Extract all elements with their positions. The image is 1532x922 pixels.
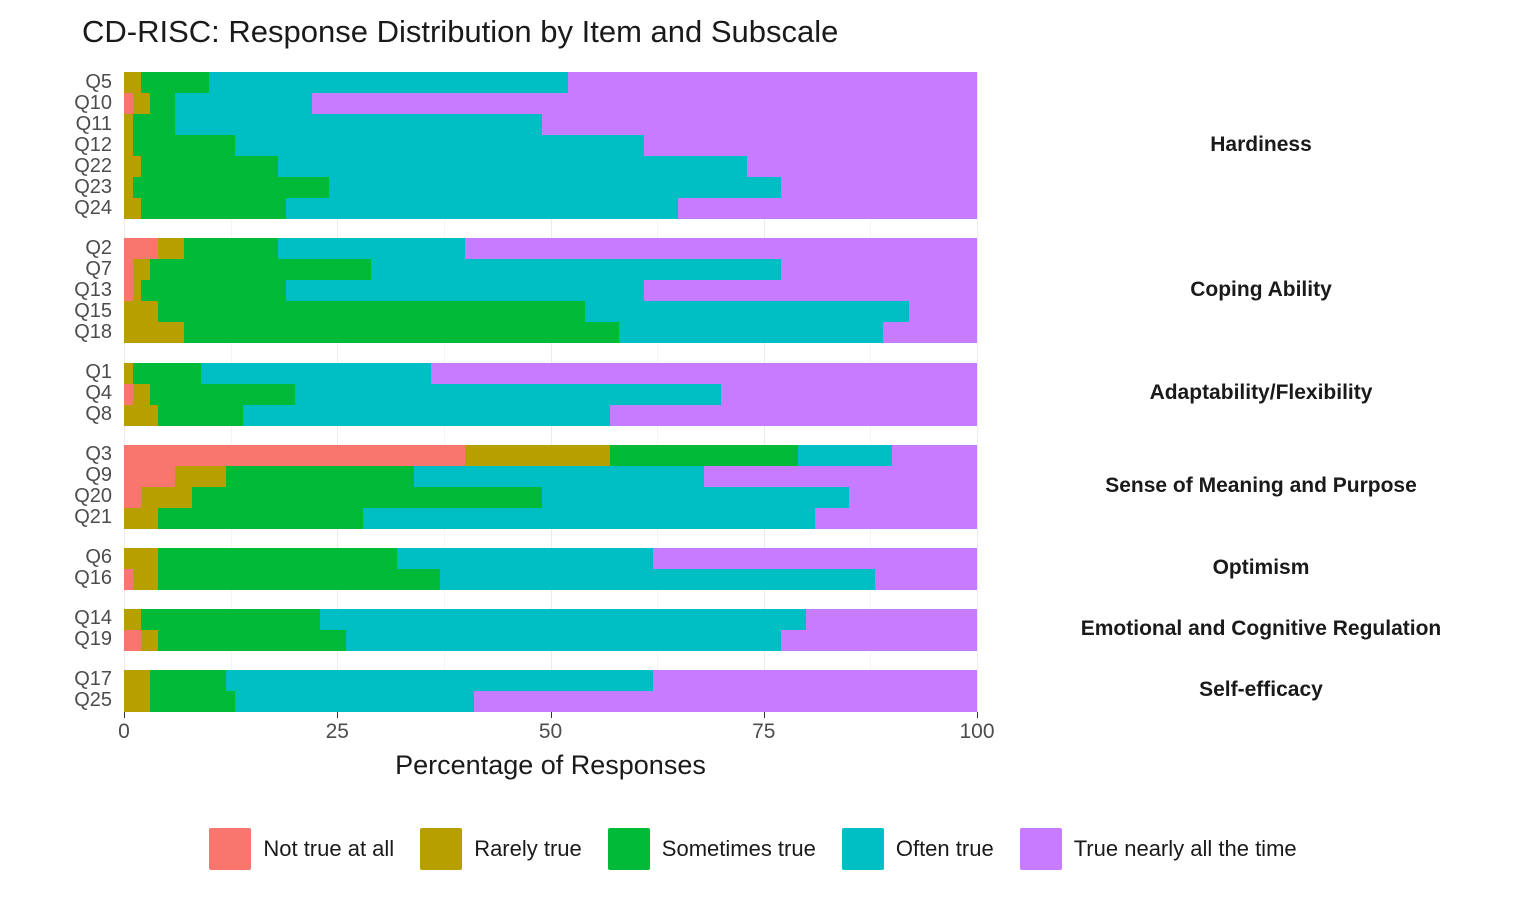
bar-segment <box>124 93 133 114</box>
y-tick-label: Q1 <box>85 361 112 383</box>
table-row <box>124 466 977 487</box>
legend-swatch <box>1020 828 1062 870</box>
bar-segment <box>363 508 815 529</box>
bar-rows <box>124 72 977 712</box>
table-row <box>124 322 977 343</box>
x-axis-title: Percentage of Responses <box>395 750 706 780</box>
bar-segment <box>346 630 781 651</box>
y-tick-label: Q9 <box>85 464 112 487</box>
table-row <box>124 238 977 259</box>
bar-segment <box>312 93 977 114</box>
legend-item[interactable] <box>842 828 994 870</box>
table-row <box>124 156 977 177</box>
bar-segment <box>158 301 585 322</box>
bar-segment <box>141 156 277 177</box>
y-tick-label: Q10 <box>74 91 112 114</box>
x-tick <box>764 712 765 718</box>
bar-segment <box>158 630 346 651</box>
facet-labels <box>990 72 1532 712</box>
bar-segment <box>124 384 133 405</box>
bar-segment <box>235 135 644 156</box>
bar-segment <box>150 259 372 280</box>
y-tick-label: Q22 <box>74 154 112 177</box>
bar-segment <box>892 445 977 466</box>
bar-segment <box>235 691 474 712</box>
y-tick-label: Q17 <box>74 668 112 691</box>
facet-label: Adaptability/Flexibility <box>1149 381 1373 405</box>
bar-segment <box>585 301 909 322</box>
bar-segment <box>849 487 977 508</box>
bar-segment <box>124 238 158 259</box>
table-row <box>124 259 977 280</box>
table-row <box>124 630 977 651</box>
y-tick-label: Q20 <box>74 485 112 508</box>
bar-segment <box>124 691 150 712</box>
bar-segment <box>124 322 184 343</box>
bar-segment <box>124 548 158 569</box>
bar-segment <box>278 156 747 177</box>
facet-label: Sense of Meaning and Purpose <box>1105 473 1417 497</box>
bar-segment <box>133 384 150 405</box>
bar-segment <box>141 72 209 93</box>
bar-segment <box>124 508 158 529</box>
y-tick-label: Q4 <box>85 382 112 405</box>
bar-segment <box>124 135 133 156</box>
bar-segment <box>184 322 619 343</box>
bar-segment <box>150 93 176 114</box>
bar-segment <box>158 548 397 569</box>
bar-segment <box>542 487 849 508</box>
bar-segment <box>133 135 235 156</box>
x-tick-label: 50 <box>538 720 563 743</box>
bar-segment <box>781 177 977 198</box>
table-row <box>124 177 977 198</box>
bar-segment <box>192 487 542 508</box>
bar-segment <box>141 609 320 630</box>
bar-segment <box>133 114 176 135</box>
bar-segment <box>175 466 226 487</box>
x-tick-label: 75 <box>752 720 776 743</box>
legend-label: Often true <box>895 836 994 861</box>
bar-segment <box>610 405 977 426</box>
bar-segment <box>158 508 363 529</box>
bar-segment <box>141 630 158 651</box>
bar-segment <box>465 238 977 259</box>
bar-segment <box>653 670 977 691</box>
bar-segment <box>474 691 977 712</box>
bar-segment <box>798 445 892 466</box>
legend-swatch <box>420 828 462 870</box>
bar-segment <box>397 548 653 569</box>
table-row <box>124 405 977 426</box>
bar-segment <box>440 569 875 590</box>
facet-label: Hardiness <box>1210 132 1312 156</box>
bar-segment <box>226 670 653 691</box>
legend-swatch <box>608 828 650 870</box>
y-tick-label: Q16 <box>74 567 112 590</box>
table-row <box>124 508 977 529</box>
table-row <box>124 670 977 691</box>
bar-segment <box>141 487 192 508</box>
bar-segment <box>124 259 133 280</box>
y-tick-label: Q8 <box>85 403 112 426</box>
bar-segment <box>883 322 977 343</box>
y-tick-label: Q18 <box>74 320 112 343</box>
bar-segment <box>653 548 977 569</box>
legend-item[interactable] <box>1020 828 1297 870</box>
bar-segment <box>278 238 466 259</box>
bar-segment <box>909 301 977 322</box>
x-tick <box>124 712 125 718</box>
table-row <box>124 280 977 301</box>
facet-label: Self-efficacy <box>1199 677 1323 701</box>
legend <box>0 828 1532 870</box>
bar-segment <box>175 93 311 114</box>
y-tick-label: Q19 <box>74 628 112 651</box>
x-tick <box>551 712 552 718</box>
bar-segment <box>124 114 133 135</box>
bar-segment <box>721 384 977 405</box>
bar-segment <box>124 609 141 630</box>
bar-segment <box>124 198 141 219</box>
bar-segment <box>150 670 227 691</box>
legend-label: Not true at all <box>263 836 395 861</box>
x-tick-label: 100 <box>959 720 995 743</box>
legend-label: Rarely true <box>474 836 582 861</box>
bar-segment <box>124 177 133 198</box>
bar-segment <box>158 569 439 590</box>
y-tick-label: Q14 <box>74 607 112 630</box>
facet-label: Coping Ability <box>1190 277 1332 301</box>
bar-segment <box>133 363 201 384</box>
table-row <box>124 363 977 384</box>
bar-segment <box>175 114 542 135</box>
table-row <box>124 301 977 322</box>
x-tick-label: 0 <box>118 720 130 743</box>
bar-segment <box>644 280 977 301</box>
bar-segment <box>286 280 644 301</box>
table-row <box>124 114 977 135</box>
legend-item[interactable] <box>608 828 816 870</box>
bar-segment <box>875 569 977 590</box>
bar-segment <box>124 301 158 322</box>
y-tick-label: Q11 <box>75 112 112 135</box>
bar-segment <box>414 466 704 487</box>
y-tick-label: Q15 <box>74 299 112 322</box>
table-row <box>124 609 977 630</box>
legend-label: True nearly all the time <box>1073 836 1297 861</box>
legend-swatch <box>209 828 251 870</box>
y-tick-label: Q5 <box>85 70 112 93</box>
table-row <box>124 72 977 93</box>
bar-segment <box>124 280 133 301</box>
table-row <box>124 384 977 405</box>
y-tick-label: Q24 <box>74 196 112 219</box>
table-row <box>124 487 977 508</box>
bar-segment <box>124 466 175 487</box>
bar-segment <box>133 93 150 114</box>
bar-segment <box>133 177 329 198</box>
bar-segment <box>781 630 977 651</box>
y-tick-label: Q7 <box>85 257 112 280</box>
bar-segment <box>150 691 235 712</box>
bar-segment <box>286 198 678 219</box>
x-tick <box>337 712 338 718</box>
bar-segment <box>124 569 133 590</box>
bar-segment <box>124 670 150 691</box>
table-row <box>124 548 977 569</box>
plot-area <box>124 72 977 712</box>
bar-segment <box>124 405 158 426</box>
facet-label: Optimism <box>1212 555 1310 579</box>
bar-segment <box>133 280 142 301</box>
bar-segment <box>124 487 141 508</box>
legend-label: Sometimes true <box>661 836 816 861</box>
bar-segment <box>201 363 431 384</box>
bar-segment <box>678 198 977 219</box>
bar-segment <box>209 72 567 93</box>
bar-segment <box>158 405 243 426</box>
bar-segment <box>124 72 141 93</box>
bar-segment <box>806 609 977 630</box>
table-row <box>124 445 977 466</box>
bar-segment <box>568 72 977 93</box>
y-tick-label: Q13 <box>74 278 112 301</box>
table-row <box>124 198 977 219</box>
y-tick-label: Q25 <box>74 689 112 712</box>
table-row <box>124 691 977 712</box>
y-tick-label: Q12 <box>74 133 112 156</box>
chart-title: CD-RISC: Response Distribution by Item and Subscale <box>82 14 839 49</box>
bar-segment <box>124 363 133 384</box>
y-tick-label: Q23 <box>74 175 112 198</box>
bar-segment <box>124 630 141 651</box>
bar-segment <box>158 238 184 259</box>
y-tick-label: Q2 <box>85 236 112 259</box>
legend-swatch <box>842 828 884 870</box>
bar-segment <box>141 198 286 219</box>
legend-item[interactable] <box>420 828 582 870</box>
table-row <box>124 93 977 114</box>
bar-segment <box>781 259 977 280</box>
facet-label: Emotional and Cognitive Regulation <box>1080 616 1442 640</box>
bar-segment <box>644 135 977 156</box>
x-tick <box>977 712 978 718</box>
bar-segment <box>141 280 286 301</box>
bar-segment <box>610 445 798 466</box>
table-row <box>124 135 977 156</box>
bar-segment <box>243 405 610 426</box>
bar-segment <box>542 114 977 135</box>
x-tick-label: 25 <box>325 720 349 743</box>
table-row <box>124 569 977 590</box>
bar-segment <box>431 363 977 384</box>
bar-segment <box>815 508 977 529</box>
bar-segment <box>295 384 722 405</box>
y-axis-tick-labels <box>0 72 118 712</box>
bar-segment <box>133 569 159 590</box>
bar-segment <box>133 259 150 280</box>
bar-segment <box>704 466 977 487</box>
bar-segment <box>150 384 295 405</box>
y-tick-label: Q21 <box>74 506 112 529</box>
legend-item[interactable] <box>209 828 394 870</box>
bar-segment <box>329 177 781 198</box>
bar-segment <box>747 156 977 177</box>
gridline <box>977 72 978 712</box>
bar-segment <box>371 259 780 280</box>
bar-segment <box>465 445 610 466</box>
bar-segment <box>320 609 806 630</box>
bar-segment <box>124 445 465 466</box>
bar-segment <box>619 322 883 343</box>
y-tick-label: Q6 <box>85 546 112 569</box>
bar-segment <box>124 156 141 177</box>
y-tick-label: Q3 <box>85 443 112 466</box>
bar-segment <box>184 238 278 259</box>
bar-segment <box>226 466 414 487</box>
